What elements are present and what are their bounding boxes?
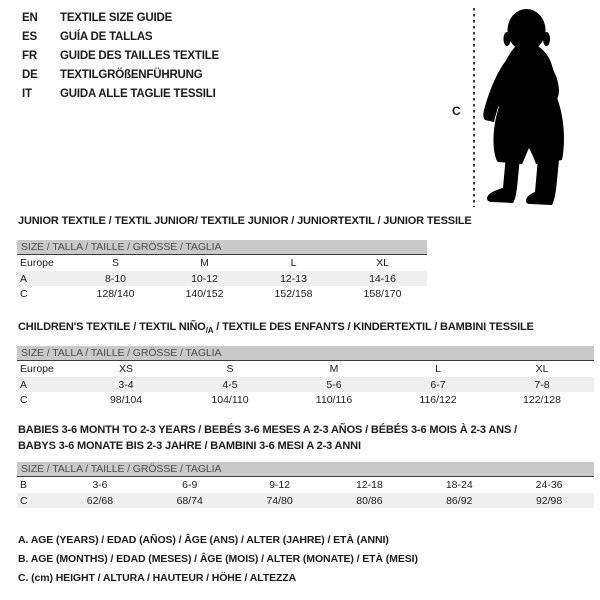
- cell: 80/86: [356, 494, 383, 507]
- table-row-a: [17, 377, 594, 392]
- section-title-babies-line2: BABYS 3-6 MONATE BIS 2-3 JAHRE / BAMBINI 3-6 MESI A 2-3 ANNI: [18, 440, 361, 452]
- language-label: GUIDA ALLE TAGLIE TESSILI: [60, 87, 216, 100]
- column-header: S: [226, 363, 234, 375]
- cell: 128/140: [96, 287, 135, 300]
- cell: 74/80: [266, 494, 293, 507]
- cell: 152/158: [274, 287, 313, 300]
- cell: 8-10: [104, 272, 126, 285]
- region-header-row: [17, 255, 427, 271]
- cell: 18-24: [445, 479, 473, 491]
- language-code: ES: [22, 30, 37, 43]
- cell: 92/98: [535, 494, 563, 507]
- column-header: L: [435, 363, 441, 375]
- size-header-bar: SIZE / TALLA / TAILLE / GRÖSSE / TAGLIA: [17, 346, 594, 361]
- cell: 86/92: [446, 494, 473, 507]
- column-header: M: [200, 257, 209, 269]
- cell: 7-8: [534, 378, 550, 391]
- cell: 104/110: [211, 393, 249, 406]
- cell: 68/74: [176, 494, 203, 507]
- footnotes: [18, 534, 418, 591]
- table-row-a: [17, 271, 427, 286]
- cell: 158/170: [363, 287, 402, 300]
- table-row-b: [17, 477, 594, 493]
- cell: 3-6: [92, 479, 108, 491]
- row-label: C: [20, 287, 28, 300]
- cell: 4-5: [222, 378, 238, 391]
- title-subscript: /A: [205, 326, 214, 336]
- language-label: GUIDE DES TAILLES TEXTILE: [60, 49, 219, 62]
- language-row-es: [22, 27, 219, 46]
- language-code: DE: [22, 68, 38, 81]
- column-header: XL: [535, 363, 549, 375]
- region-label: Europe: [20, 363, 54, 375]
- cell: 10-12: [191, 272, 218, 285]
- cell: 140/152: [185, 287, 224, 300]
- cell: 6-7: [430, 378, 446, 391]
- size-table-junior: [17, 240, 427, 301]
- section-title-children: [18, 321, 534, 335]
- cell: 5-6: [326, 378, 342, 391]
- language-guide-list: [22, 8, 219, 103]
- language-code: IT: [22, 87, 32, 100]
- size-table-children: [17, 346, 594, 407]
- language-code: FR: [22, 49, 37, 62]
- cell: 98/104: [109, 393, 143, 406]
- section-title-babies-line1: BABIES 3-6 MONTH TO 2-3 YEARS / BEBÉS 3-6 MESES A 2-3 AÑOS / BÉBÉS 3-6 MOIS À 2-3 ANS /: [18, 424, 517, 436]
- column-header: XS: [118, 363, 133, 375]
- cell: 62/68: [86, 494, 114, 507]
- size-table-babies: [17, 462, 594, 508]
- region-header-row: [17, 361, 594, 377]
- language-code: EN: [22, 11, 38, 24]
- height-dashed-line: [473, 8, 475, 207]
- footnote-c: C. (cm) HEIGHT / ALTURA / HAUTEUR / HÖHE / ALTEZZA: [18, 572, 297, 584]
- table-row-c: [17, 286, 427, 301]
- cell: 110/116: [315, 393, 353, 406]
- column-header: S: [111, 257, 119, 269]
- row-label: B: [20, 479, 28, 491]
- cell: 14-16: [369, 272, 396, 285]
- title-text: CHILDREN'S TEXTILE / TEXTIL NIÑO: [18, 321, 206, 333]
- language-label: TEXTILE SIZE GUIDE: [60, 11, 173, 24]
- size-header-bar: SIZE / TALLA / TAILLE / GRÖSSE / TAGLIA: [17, 240, 427, 255]
- cell: 12-18: [355, 479, 383, 491]
- section-title-junior: JUNIOR TEXTILE / TEXTIL JUNIOR/ TEXTILE JUNIOR / JUNIORTEXTIL / JUNIOR TESSILE: [18, 215, 472, 227]
- cell: 122/128: [523, 393, 561, 406]
- footnote-a: A. AGE (YEARS) / EDAD (AÑOS) / ÂGE (ANS) / ALTER (JAHRE) / ETÀ (ANNI): [18, 534, 389, 546]
- height-label-c: C: [452, 104, 461, 118]
- table-row-c: [17, 392, 594, 407]
- table-row-c: [17, 493, 594, 508]
- language-row-de: [22, 65, 219, 84]
- title-text: / TEXTILE DES ENFANTS / KINDERTEXTIL / BAMBINI TESSILE: [213, 321, 534, 333]
- language-label: TEXTILGRÖßENFÜHRUNG: [60, 68, 203, 81]
- baby-silhouette-icon: [480, 0, 600, 215]
- row-label: C: [20, 494, 28, 507]
- column-header: M: [329, 363, 339, 375]
- language-row-it: [22, 84, 219, 103]
- cell: 6-9: [182, 479, 198, 491]
- cell: 116/122: [419, 393, 457, 406]
- row-label: A: [20, 272, 28, 285]
- language-row-fr: [22, 46, 219, 65]
- cell: 24-36: [535, 479, 563, 491]
- row-label: A: [20, 378, 28, 391]
- region-label: Europe: [20, 257, 54, 269]
- row-label: C: [20, 393, 28, 406]
- language-label: GUÍA DE TALLAS: [60, 30, 153, 43]
- language-row-en: [22, 8, 219, 27]
- cell: 12-13: [280, 272, 307, 285]
- column-header: XL: [376, 257, 389, 269]
- size-header-bar: SIZE / TALLA / TAILLE / GRÖSSE / TAGLIA: [17, 462, 594, 477]
- cell: 3-4: [118, 378, 134, 391]
- column-header: L: [290, 257, 297, 269]
- footnote-b: B. AGE (MONTHS) / EDAD (MESES) / ÂGE (MOIS) / ALTER (MONATE) / ETÀ (MESI): [18, 553, 418, 565]
- cell: 9-12: [269, 479, 291, 491]
